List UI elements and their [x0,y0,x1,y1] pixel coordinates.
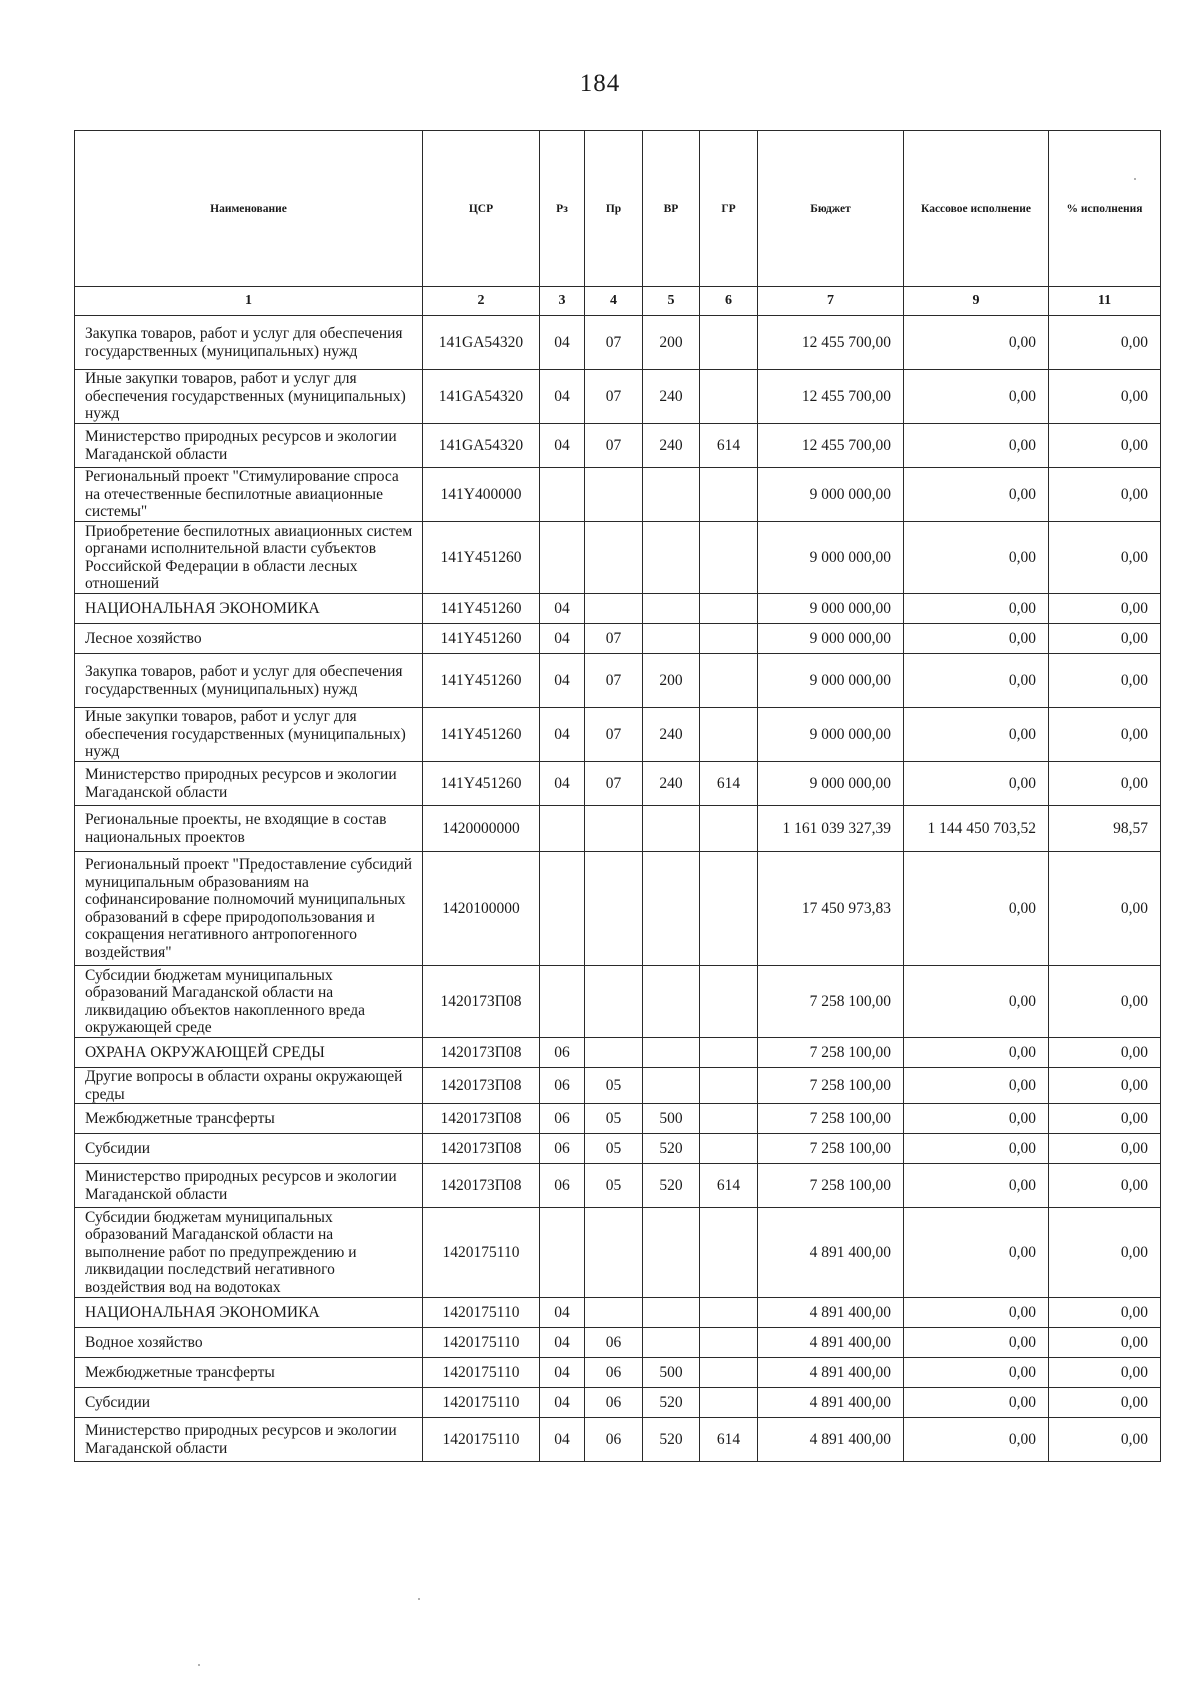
header-pr: Пр [585,131,643,287]
row-pct: 0,00 [1049,1208,1161,1298]
row-cash: 0,00 [904,1328,1049,1358]
row-gr [700,316,758,370]
row-pct: 0,00 [1049,852,1161,966]
row-pr: 06 [585,1418,643,1462]
row-pct: 0,00 [1049,1358,1161,1388]
row-pct: 0,00 [1049,1298,1161,1328]
row-gr [700,624,758,654]
row-csr: 1420175110 [423,1358,540,1388]
row-pct: 0,00 [1049,1068,1161,1104]
row-pr [585,1208,643,1298]
row-rz: 04 [540,708,585,762]
table-row [75,1358,1161,1388]
row-rz: 04 [540,1298,585,1328]
row-budget: 7 258 100,00 [758,966,904,1038]
row-pct: 0,00 [1049,1038,1161,1068]
row-gr [700,594,758,624]
row-vr: 500 [643,1358,700,1388]
row-name: Региональные проекты, не входящие в состав национальных проектов [75,806,423,852]
header-cash: Кассовое исполнение [904,131,1049,287]
row-rz [540,966,585,1038]
row-cash: 0,00 [904,1388,1049,1418]
row-name: Межбюджетные трансферты [75,1358,423,1388]
row-rz: 06 [540,1068,585,1104]
row-gr [700,1038,758,1068]
row-gr [700,1068,758,1104]
row-csr: 1420175110 [423,1418,540,1462]
row-cash: 0,00 [904,370,1049,424]
row-gr: 614 [700,762,758,806]
row-gr [700,1134,758,1164]
column-number: 11 [1049,287,1161,316]
row-gr [700,468,758,522]
row-name: Иные закупки товаров, работ и услуг для обеспечения государственных (муниципальных) нужд [75,370,423,424]
row-vr: 200 [643,654,700,708]
row-rz [540,806,585,852]
row-pr: 07 [585,316,643,370]
table-row [75,522,1161,594]
row-rz: 04 [540,1388,585,1418]
row-budget: 4 891 400,00 [758,1358,904,1388]
row-cash: 0,00 [904,1104,1049,1134]
row-budget: 4 891 400,00 [758,1328,904,1358]
row-pr: 06 [585,1388,643,1418]
row-gr [700,1104,758,1134]
row-rz: 06 [540,1164,585,1208]
row-csr: 1420175110 [423,1388,540,1418]
row-pr: 07 [585,624,643,654]
row-csr: 1420175110 [423,1208,540,1298]
row-pr: 06 [585,1328,643,1358]
header-gr: ГР [700,131,758,287]
row-pct: 0,00 [1049,468,1161,522]
header-name: Наименование [75,131,423,287]
table-row [75,370,1161,424]
header-csr: ЦСР [423,131,540,287]
row-vr [643,852,700,966]
row-vr [643,1068,700,1104]
table-row [75,594,1161,624]
row-cash: 0,00 [904,624,1049,654]
row-csr: 141Y451260 [423,762,540,806]
row-pct: 0,00 [1049,708,1161,762]
row-cash: 0,00 [904,522,1049,594]
row-budget: 4 891 400,00 [758,1298,904,1328]
row-budget: 4 891 400,00 [758,1388,904,1418]
row-csr: 141GA54320 [423,424,540,468]
row-name: Министерство природных ресурсов и экологии Магаданской области [75,1418,423,1462]
header-rz: Рз [540,131,585,287]
row-csr: 141Y451260 [423,594,540,624]
row-vr [643,806,700,852]
row-budget: 9 000 000,00 [758,624,904,654]
row-vr [643,594,700,624]
table-row [75,1328,1161,1358]
row-name: Министерство природных ресурсов и экологии Магаданской области [75,762,423,806]
table-row [75,1134,1161,1164]
row-pr: 05 [585,1104,643,1134]
row-cash: 0,00 [904,1038,1049,1068]
row-cash: 0,00 [904,708,1049,762]
row-name: НАЦИОНАЛЬНАЯ ЭКОНОМИКА [75,594,423,624]
column-number: 9 [904,287,1049,316]
row-name: Другие вопросы в области охраны окружающей среды [75,1068,423,1104]
row-rz: 06 [540,1104,585,1134]
row-budget: 7 258 100,00 [758,1038,904,1068]
row-gr [700,966,758,1038]
table-row [75,762,1161,806]
row-rz: 04 [540,1328,585,1358]
row-gr [700,1358,758,1388]
row-cash: 0,00 [904,594,1049,624]
row-csr: 141GA54320 [423,316,540,370]
row-pct: 0,00 [1049,1134,1161,1164]
row-gr [700,1208,758,1298]
table-row [75,316,1161,370]
row-budget: 9 000 000,00 [758,708,904,762]
row-rz [540,852,585,966]
row-pr [585,852,643,966]
row-pct: 0,00 [1049,424,1161,468]
row-gr [700,654,758,708]
row-csr: 1420175110 [423,1298,540,1328]
row-pct: 0,00 [1049,316,1161,370]
row-name: Субсидии [75,1388,423,1418]
row-gr [700,370,758,424]
row-pct: 0,00 [1049,1388,1161,1418]
table-row [75,1038,1161,1068]
row-name: Водное хозяйство [75,1328,423,1358]
row-pr: 06 [585,1358,643,1388]
row-csr: 1420000000 [423,806,540,852]
row-pr [585,522,643,594]
row-vr [643,1328,700,1358]
page-number: 184 [579,70,621,97]
row-budget: 7 258 100,00 [758,1068,904,1104]
row-csr: 141Y400000 [423,468,540,522]
row-name: Закупка товаров, работ и услуг для обеспечения государственных (муниципальных) нужд [75,654,423,708]
row-cash: 0,00 [904,1134,1049,1164]
scan-speck [418,1598,420,1600]
row-csr: 142017ЗП08 [423,1038,540,1068]
row-budget: 9 000 000,00 [758,762,904,806]
row-pr: 07 [585,424,643,468]
row-gr: 614 [700,1418,758,1462]
row-pct: 0,00 [1049,370,1161,424]
row-cash: 0,00 [904,1164,1049,1208]
row-name: Субсидии бюджетам муниципальных образований Магаданской области на выполнение работ по предупреждению и ликвидации последствий негативного воздействия вод на водотоках [75,1208,423,1298]
row-cash: 0,00 [904,424,1049,468]
row-pr [585,966,643,1038]
row-gr [700,522,758,594]
row-gr [700,1328,758,1358]
scan-speck [198,1664,200,1666]
row-pr: 07 [585,762,643,806]
row-vr [643,468,700,522]
row-gr [700,852,758,966]
row-cash: 0,00 [904,1208,1049,1298]
row-rz: 04 [540,424,585,468]
row-vr [643,966,700,1038]
row-pct: 0,00 [1049,1104,1161,1134]
row-rz: 04 [540,1358,585,1388]
row-rz: 04 [540,762,585,806]
row-budget: 4 891 400,00 [758,1208,904,1298]
row-name: Министерство природных ресурсов и экологии Магаданской области [75,424,423,468]
row-vr [643,1038,700,1068]
row-pr [585,594,643,624]
row-cash: 0,00 [904,1358,1049,1388]
column-number: 3 [540,287,585,316]
row-vr: 520 [643,1164,700,1208]
row-name: Приобретение беспилотных авиационных систем органами исполнительной власти субъектов Российской Федерации в области лесных отношений [75,522,423,594]
row-cash: 0,00 [904,316,1049,370]
row-gr [700,1388,758,1418]
row-rz [540,1208,585,1298]
column-number: 1 [75,287,423,316]
row-pr: 05 [585,1164,643,1208]
row-name: Закупка товаров, работ и услуг для обеспечения государственных (муниципальных) нужд [75,316,423,370]
table-row [75,654,1161,708]
row-budget: 7 258 100,00 [758,1134,904,1164]
row-pct: 0,00 [1049,1418,1161,1462]
row-vr [643,1208,700,1298]
row-name: Субсидии [75,1134,423,1164]
row-pct: 0,00 [1049,594,1161,624]
row-cash: 0,00 [904,852,1049,966]
table-row [75,852,1161,966]
table-body [75,316,1161,1462]
row-pr: 07 [585,370,643,424]
row-rz: 04 [540,1418,585,1462]
table-row [75,1388,1161,1418]
row-vr: 240 [643,708,700,762]
table-row [75,468,1161,522]
header-row [75,131,1161,287]
row-budget: 9 000 000,00 [758,654,904,708]
row-name: Межбюджетные трансферты [75,1104,423,1134]
row-csr: 1420175110 [423,1328,540,1358]
row-name: Региональный проект "Предоставление субсидий муниципальным образованиям на софинансирование полномочий муниципальных образований в сфере природопользования и сокращения негативного антропогенного воздействия" [75,852,423,966]
row-pr: 07 [585,654,643,708]
table-row [75,1068,1161,1104]
row-vr: 520 [643,1418,700,1462]
column-number: 6 [700,287,758,316]
row-budget: 9 000 000,00 [758,594,904,624]
row-pct: 0,00 [1049,1328,1161,1358]
table-row [75,1104,1161,1134]
table-row [75,806,1161,852]
row-pr [585,806,643,852]
row-budget: 4 891 400,00 [758,1418,904,1462]
budget-execution-table [74,130,1161,1462]
row-pr [585,468,643,522]
row-cash: 0,00 [904,762,1049,806]
row-csr: 141Y451260 [423,654,540,708]
row-budget: 7 258 100,00 [758,1104,904,1134]
row-rz [540,468,585,522]
row-pr [585,1298,643,1328]
row-pr: 05 [585,1068,643,1104]
table-row [75,424,1161,468]
row-gr [700,708,758,762]
column-number: 7 [758,287,904,316]
row-rz: 06 [540,1038,585,1068]
row-pct: 0,00 [1049,762,1161,806]
row-csr: 141GA54320 [423,370,540,424]
column-number: 5 [643,287,700,316]
row-rz: 04 [540,654,585,708]
row-rz: 04 [540,594,585,624]
row-budget: 12 455 700,00 [758,370,904,424]
row-vr: 520 [643,1134,700,1164]
column-number: 2 [423,287,540,316]
row-name: НАЦИОНАЛЬНАЯ ЭКОНОМИКА [75,1298,423,1328]
table-row [75,1164,1161,1208]
row-csr: 141Y451260 [423,624,540,654]
column-number: 4 [585,287,643,316]
row-budget: 17 450 973,83 [758,852,904,966]
row-name: Иные закупки товаров, работ и услуг для обеспечения государственных (муниципальных) нужд [75,708,423,762]
column-number-row [75,287,1161,316]
row-cash: 0,00 [904,1298,1049,1328]
row-pct: 98,57 [1049,806,1161,852]
row-rz: 04 [540,370,585,424]
header-budget: Бюджет [758,131,904,287]
row-gr: 614 [700,424,758,468]
row-name: Субсидии бюджетам муниципальных образований Магаданской области на ликвидацию объектов накопленного вреда окружающей среде [75,966,423,1038]
scan-speck [1134,178,1136,180]
row-csr: 141Y451260 [423,522,540,594]
table-row [75,966,1161,1038]
row-pct: 0,00 [1049,654,1161,708]
row-gr: 614 [700,1164,758,1208]
row-pct: 0,00 [1049,624,1161,654]
row-pct: 0,00 [1049,966,1161,1038]
row-pct: 0,00 [1049,1164,1161,1208]
row-vr: 240 [643,424,700,468]
row-vr: 240 [643,762,700,806]
row-csr: 142017ЗП08 [423,1134,540,1164]
row-vr [643,624,700,654]
header-vr: ВР [643,131,700,287]
row-pct: 0,00 [1049,522,1161,594]
table-row [75,708,1161,762]
row-csr: 142017ЗП08 [423,1164,540,1208]
row-csr: 1420100000 [423,852,540,966]
row-cash: 0,00 [904,1418,1049,1462]
row-name: Региональный проект "Стимулирование спроса на отечественные беспилотные авиационные системы" [75,468,423,522]
row-gr [700,1298,758,1328]
row-budget: 12 455 700,00 [758,316,904,370]
table-row [75,1208,1161,1298]
row-vr: 520 [643,1388,700,1418]
row-budget: 9 000 000,00 [758,522,904,594]
table-row [75,1298,1161,1328]
row-cash: 0,00 [904,1068,1049,1104]
row-budget: 9 000 000,00 [758,468,904,522]
row-rz: 04 [540,316,585,370]
row-pr: 07 [585,708,643,762]
row-budget: 1 161 039 327,39 [758,806,904,852]
row-vr: 500 [643,1104,700,1134]
row-budget: 7 258 100,00 [758,1164,904,1208]
row-rz: 04 [540,624,585,654]
header-pct: % исполнения [1049,131,1161,287]
row-csr: 142017ЗП08 [423,1104,540,1134]
row-cash: 0,00 [904,654,1049,708]
row-cash: 1 144 450 703,52 [904,806,1049,852]
row-vr [643,1298,700,1328]
row-rz [540,522,585,594]
row-cash: 0,00 [904,966,1049,1038]
row-name: ОХРАНА ОКРУЖАЮЩЕЙ СРЕДЫ [75,1038,423,1068]
row-name: Лесное хозяйство [75,624,423,654]
row-gr [700,806,758,852]
table-row [75,1418,1161,1462]
row-vr: 240 [643,370,700,424]
row-pr: 05 [585,1134,643,1164]
row-name: Министерство природных ресурсов и экологии Магаданской области [75,1164,423,1208]
row-budget: 12 455 700,00 [758,424,904,468]
row-csr: 142017ЗП08 [423,966,540,1038]
row-vr [643,522,700,594]
row-cash: 0,00 [904,468,1049,522]
row-vr: 200 [643,316,700,370]
row-csr: 141Y451260 [423,708,540,762]
row-rz: 06 [540,1134,585,1164]
row-csr: 142017ЗП08 [423,1068,540,1104]
table-row [75,624,1161,654]
row-pr [585,1038,643,1068]
